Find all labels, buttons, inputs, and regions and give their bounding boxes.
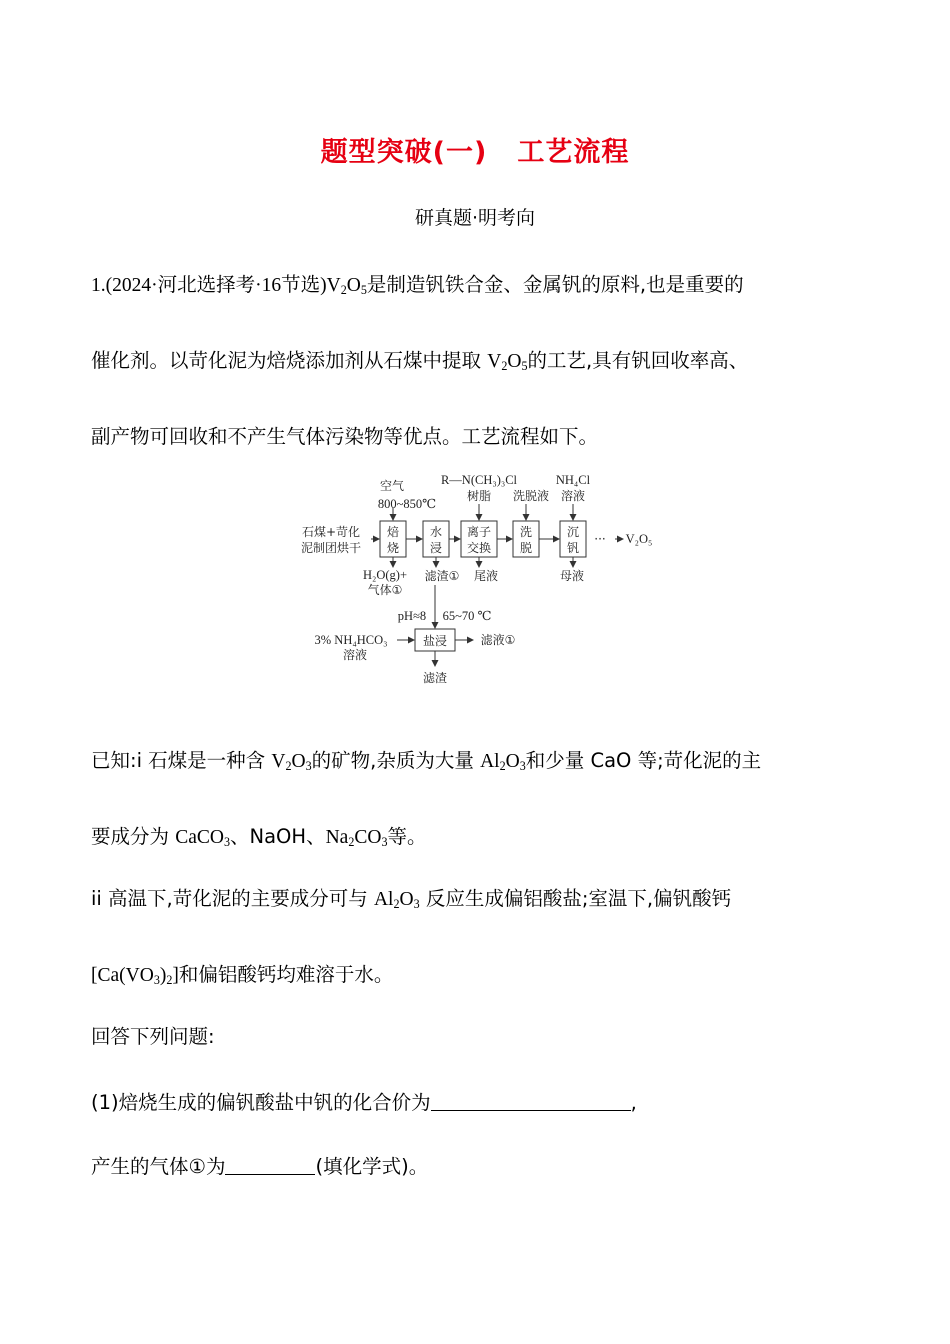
air-label: 空气 <box>379 479 405 493</box>
nh4cl-formula: NH₄Cl <box>555 473 591 487</box>
box-precip-label-1: 沉 <box>566 525 580 539</box>
answer-blank-valence[interactable] <box>431 1092 631 1111</box>
box-elute-label-2: 脱 <box>519 541 533 555</box>
text: (1)焙烧生成的偏钒酸盐中钒的化合价为 <box>91 1091 431 1114</box>
question-1-line-2 <box>91 1151 428 1179</box>
question-line-2: 催化剂。以苛化泥为焙烧添加剂从石煤中提取 $V_2O_5$的工艺,具有钒回收率高、 <box>91 349 749 373</box>
residue-label: 滤渣 <box>422 671 448 685</box>
answer-prompt: 回答下列问题: <box>91 1025 215 1048</box>
text: 等。 <box>387 825 427 848</box>
eluent-label: 洗脱液 <box>512 489 550 503</box>
text: 要成分为 <box>91 825 170 848</box>
resin-formula: R—N(CH₃)₃Cl <box>440 473 518 487</box>
tail-liquid-label: 尾液 <box>473 569 499 583</box>
box-elute-label-1: 洗 <box>519 525 533 539</box>
question-1-line-1 <box>91 1087 637 1115</box>
box-roast-label-1: 焙 <box>386 525 400 539</box>
continuation-dots: ··· <box>594 532 606 546</box>
section-subtitle: 研真题·明考向 <box>414 207 536 229</box>
box-ion-label-2: 交换 <box>466 541 492 555</box>
box-precip-label-2: 钒 <box>566 541 580 555</box>
text: ]和偏铝酸钙均难溶于水。 <box>172 965 394 986</box>
text: 反应生成偏铝酸盐;室温下,偏钒酸钙 <box>425 887 732 910</box>
formula-part: [Ca(VO <box>91 965 154 986</box>
gas-out-label-1: H₂O(g)+ <box>362 568 408 582</box>
product-label: V₂O₅ <box>625 532 653 546</box>
page-title <box>0 130 950 169</box>
box-water-label-1: 水 <box>429 525 443 539</box>
nh4cl-label: 溶液 <box>560 489 586 503</box>
ph-label: pH≈8 <box>397 609 427 623</box>
title-part-type: 题型突破(一) <box>320 137 488 168</box>
text: 是制造钒铁合金、金属钒的原料,也是重要的 <box>366 273 744 296</box>
text: 的矿物,杂质为大量 <box>311 749 474 772</box>
answer-blank-gas[interactable] <box>225 1156 315 1175</box>
resin-label: 树脂 <box>466 489 492 503</box>
text: 已知:i 石煤是一种含 <box>91 749 266 772</box>
salt-reagent-label: 溶液 <box>342 648 368 662</box>
feed-label-2: 泥制团烘干 <box>300 541 362 555</box>
known-line-4: $[Ca(VO_3)_2]$和偏铝酸钙均难溶于水。 <box>91 965 394 987</box>
text: 和少量 CaO 等;苛化泥的主 <box>525 749 762 772</box>
box-water-label-2: 浸 <box>429 541 443 555</box>
text: 的工艺,具有钒回收率高、 <box>527 349 749 372</box>
text: 催化剂。以苛化泥为焙烧添加剂从石煤中提取 <box>91 349 482 372</box>
known-line-1: 已知:i 石煤是一种含 $V_2O_3$的矿物,杂质为大量 $Al_2O_3$和少量 CaO 等;苛化泥的主 <box>91 749 762 773</box>
mother-liquor-label: 母液 <box>559 569 585 583</box>
question-source: 1.(2024·河北选择考·16节选) <box>91 275 327 296</box>
box-roast-label-2: 烧 <box>386 541 400 555</box>
question-line-1: 1.(2024·河北选择考·16节选)$V_2O_5$是制造钒铁合金、金属钒的原料,也是重要的 <box>91 273 744 297</box>
process-flowchart <box>285 468 675 693</box>
text: 、NaOH、 <box>230 825 326 848</box>
text: , <box>630 1091 637 1114</box>
box-ion-label-1: 离子 <box>466 525 492 539</box>
salt-reagent-formula: 3% NH₄HCO₃ <box>314 633 388 647</box>
question-line-3: 副产物可回收和不产生气体污染物等优点。工艺流程如下。 <box>91 425 599 448</box>
text: 产生的气体①为 <box>91 1155 226 1178</box>
text: ii 高温下,苛化泥的主要成分可与 <box>91 887 368 910</box>
salt-temp-label: 65~70 ℃ <box>442 609 492 623</box>
known-line-2: 要成分为 CaCO$_3$、NaOH、$Na_2CO_3$等。 <box>91 825 427 849</box>
residue-1-label: 滤渣① <box>424 569 460 583</box>
feed-label-1: 石煤+苛化 <box>301 525 361 539</box>
text: (填化学式)。 <box>315 1155 429 1178</box>
filtrate-label: 滤液① <box>480 633 516 647</box>
gas-out-label-2: 气体① <box>367 583 403 597</box>
box-salt-label: 盐浸 <box>422 634 448 648</box>
known-line-3: ii 高温下,苛化泥的主要成分可与 $Al_2O_3$ 反应生成偏铝酸盐;室温下,偏钒酸钙 <box>91 887 732 911</box>
title-part-topic: 工艺流程 <box>517 137 630 168</box>
formula-part: ) <box>159 965 167 986</box>
roast-temp-label: 800~850℃ <box>377 497 437 511</box>
